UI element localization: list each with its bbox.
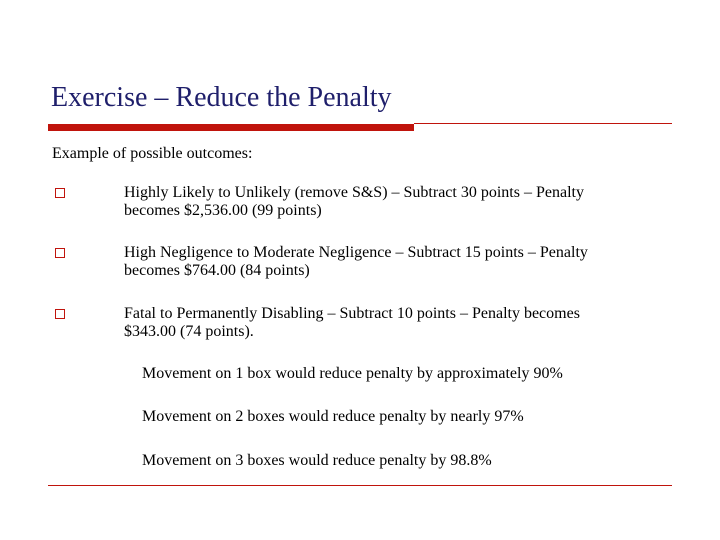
square-bullet-icon	[55, 309, 65, 319]
note-text: Movement on 2 boxes would reduce penalty by nearly 97%	[142, 408, 524, 425]
bullet-text-line2: $343.00 (74 points).	[124, 323, 254, 340]
square-bullet-icon	[55, 248, 65, 258]
slide-subtitle: Example of possible outcomes:	[52, 145, 253, 162]
title-underline-thin	[414, 123, 672, 124]
title-underline-thick	[48, 124, 414, 131]
note-text: Movement on 3 boxes would reduce penalty by 98.8%	[142, 452, 492, 469]
bullet-text-line1: Fatal to Permanently Disabling – Subtract 10 points – Penalty becomes	[124, 305, 580, 322]
bottom-divider	[48, 485, 672, 486]
bullet-text-line2: becomes $764.00 (84 points)	[124, 262, 310, 279]
square-bullet-icon	[55, 188, 65, 198]
bullet-text-line1: Highly Likely to Unlikely (remove S&S) – Subtract 30 points – Penalty	[124, 184, 584, 201]
slide-title: Exercise – Reduce the Penalty	[51, 82, 392, 113]
bullet-text-line1: High Negligence to Moderate Negligence – Subtract 15 points – Penalty	[124, 244, 588, 261]
bullet-text-line2: becomes $2,536.00 (99 points)	[124, 202, 322, 219]
note-text: Movement on 1 box would reduce penalty by approximately 90%	[142, 365, 563, 382]
